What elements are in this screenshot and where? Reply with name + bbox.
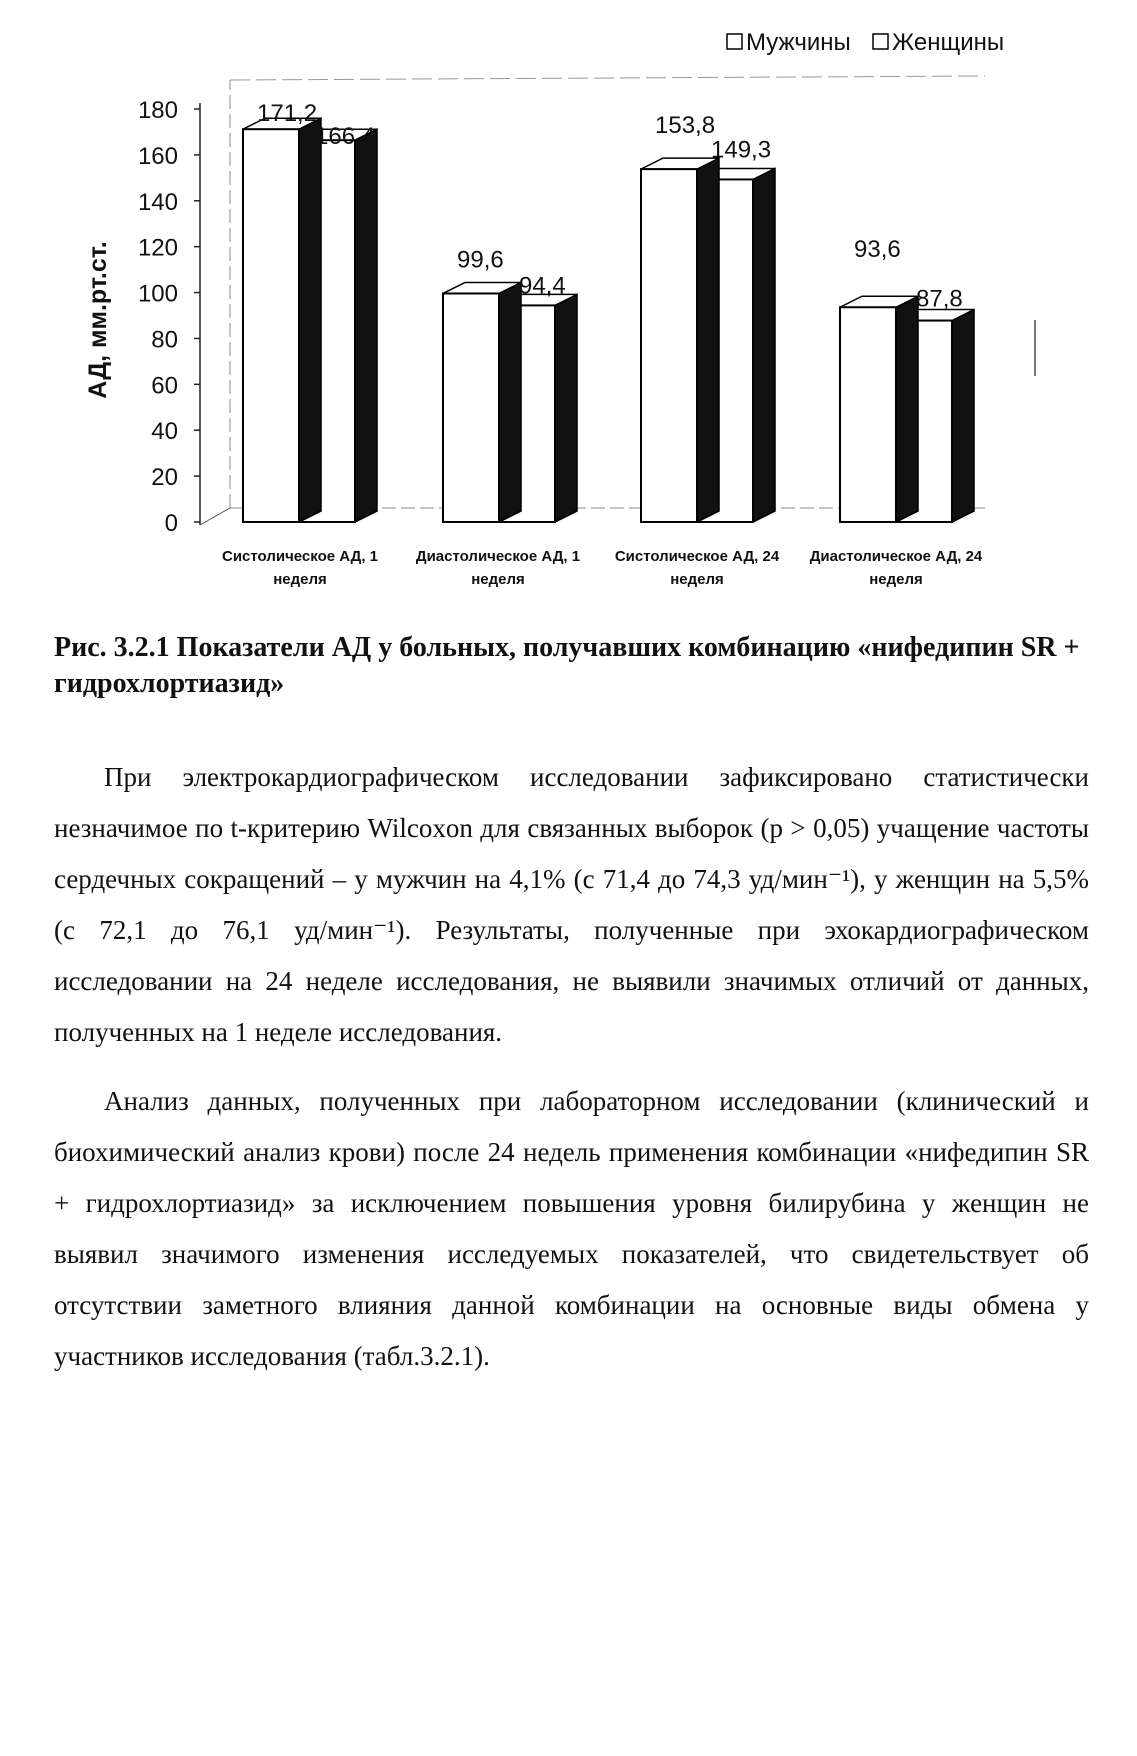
x-category-label: Систолическое АД, 1 xyxy=(221,548,379,565)
y-tick-label: 100 xyxy=(137,280,178,308)
bar-side xyxy=(299,118,321,522)
bar-front xyxy=(840,307,896,522)
x-category-label: Диастолическое АД, 1 xyxy=(415,548,581,565)
bar-side xyxy=(952,310,974,522)
data-label-men: 99,6 xyxy=(457,246,504,274)
y-axis-title: АД, мм.рт.ст. xyxy=(84,241,112,399)
bar-side xyxy=(697,158,719,522)
figure-caption: Рис. 3.2.1 Показатели АД у больных, получавших комбинацию «нифедипин SR + гидрохлортиазид» xyxy=(54,632,1080,699)
y-tick-label: 20 xyxy=(151,464,178,492)
legend-label-women: Женщины xyxy=(892,29,1005,56)
legend-swatch-men xyxy=(727,34,742,49)
x-category-label: неделя xyxy=(869,571,923,588)
x-category-label: неделя xyxy=(273,571,327,588)
body-paragraph: При электрокардиографическом исследовании зафиксировано статистически незначимое по t-критерию Wilcoxon для связанных выборок (p > 0,05) учащение частоты сердечных сокращений – у мужчин на 4,1% (с 71,4 до 74,3 уд/мин⁻¹), у женщин на 5,5% (с 72,1 до 76,1 уд/мин⁻¹). Результаты, полученные при эхокардиографическом исследовании на 24 неделе исследования, не выявили значимых отличий от данных, полученных на 1 неделе исследования. xyxy=(54,762,1089,1047)
x-category-label: неделя xyxy=(471,571,525,588)
legend-label-men: Мужчины xyxy=(746,29,851,56)
back-top-line xyxy=(230,76,985,80)
data-label-men: 93,6 xyxy=(854,236,901,264)
bar-side xyxy=(355,129,377,522)
bar-side xyxy=(499,282,521,522)
bar-front xyxy=(641,169,697,522)
y-tick-label: 160 xyxy=(137,142,178,170)
y-tick-label: 140 xyxy=(137,188,178,216)
bar-men xyxy=(443,282,521,522)
data-label-women: 149,3 xyxy=(711,136,772,164)
bar-men xyxy=(840,296,918,522)
bar-men xyxy=(243,118,321,522)
bar-side xyxy=(896,296,918,522)
chart-legend xyxy=(727,29,1004,56)
bar-front xyxy=(243,129,299,522)
data-label-men: 153,8 xyxy=(655,112,716,140)
body-paragraph: Анализ данных, полученных при лабораторном исследовании (клинический и биохимический анализ крови) после 24 недель применения комбинации «нифедипин SR + гидрохлортиазид» за исключением повышения уровня билирубина у женщин не выявил значимого изменения исследуемых показателей, что свидетельствует об отсутствии заметного влияния данной комбинации на основные виды обмена у участников исследования (табл.3.2.1). xyxy=(54,1086,1089,1371)
data-label-women: 94,4 xyxy=(519,272,566,300)
y-tick-label: 60 xyxy=(151,372,178,400)
bar-men xyxy=(641,158,719,522)
y-tick-label: 0 xyxy=(164,510,178,537)
legend-swatch-women xyxy=(873,34,888,49)
y-tick-label: 180 xyxy=(137,97,178,124)
x-category-label: Систолическое АД, 24 xyxy=(614,548,780,565)
bar-side xyxy=(555,294,577,522)
data-label-men: 171,2 xyxy=(257,100,318,128)
floor-edge xyxy=(200,508,230,525)
bar-chart xyxy=(0,0,1137,620)
bar-front xyxy=(443,293,499,522)
bar-side xyxy=(753,168,775,522)
data-label-women: 87,8 xyxy=(916,285,963,313)
y-tick-label: 120 xyxy=(137,234,178,262)
x-category-label: неделя xyxy=(670,571,724,588)
x-axis xyxy=(222,548,983,588)
y-tick-label: 80 xyxy=(151,326,178,354)
y-axis xyxy=(138,97,200,537)
x-category-label: Диастолическое АД, 24 xyxy=(809,548,983,565)
bars xyxy=(243,118,974,522)
data-label-women: 166,4 xyxy=(315,123,376,151)
y-tick-label: 40 xyxy=(151,418,178,446)
